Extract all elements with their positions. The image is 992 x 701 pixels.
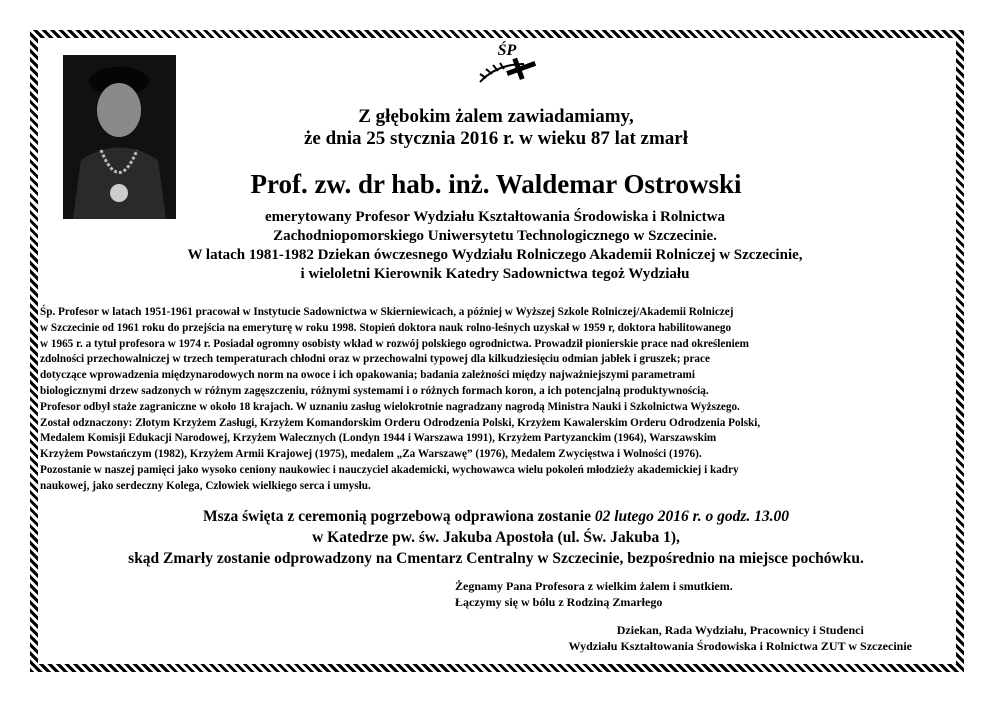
mass-line-3: skąd Zmarły zostanie odprowadzony na Cmentarz Centralny w Szczecinie, bezpośrednio na miejsce pochówku. bbox=[128, 550, 864, 567]
emblem-text: ŚP bbox=[497, 42, 517, 59]
biography-line: Pozostanie w naszej pamięci jako wysoko ceniony naukowiec i nauczyciel akademicki, wychowawca wielu pokoleń młodzieży akademickiej i kadry bbox=[40, 463, 739, 476]
sp-emblem bbox=[472, 42, 542, 88]
funeral-mass-info bbox=[0, 506, 992, 569]
cross-branch-icon bbox=[472, 42, 542, 88]
biography-line: dotyczące wprowadzenia międzynarodowych norm na owoce i ich opakowania; badania zależności między najważniejszymi parametrami bbox=[40, 369, 695, 382]
signature bbox=[569, 622, 912, 654]
header-line-1: Z głębokim żalem zawiadamiamy, bbox=[358, 106, 634, 127]
biography-line: w Szczecinie od 1961 roku do przejścia na emeryturę w roku 1998. Stopień doktora nauk rolno-leśnych uzyskał w 1959 r, doktora habilitowanego bbox=[40, 321, 732, 334]
biography-line: Krzyżem Powstańczym (1982), Krzyżem Armii Krajowej (1975), medalem „Za Warszawę” (1976), Medalem Zwycięstwa i Wolności (1976). bbox=[40, 448, 702, 461]
biography-line: biologicznymi drzew sadzonych w różnym zagęszczeniu, różnymi systemami i o różnych formach koron, a ich potencjalną produktywnością. bbox=[40, 384, 709, 397]
farewell bbox=[455, 578, 733, 610]
mass-line-1 bbox=[0, 506, 992, 527]
description bbox=[70, 208, 920, 284]
mass-prefix: Msza święta z ceremonią pogrzebową odprawiona zostanie bbox=[202, 508, 595, 525]
farewell-line: Łączymy się w bólu z Rodziną Zmarłego bbox=[455, 595, 663, 609]
biography-line: Profesor odbył staże zagraniczne w około 18 krajach. W uznaniu zasług wielokrotnie nagradzany nagrodą Ministra Nauki i Szkolnictwa Wyższego. bbox=[40, 400, 740, 413]
biography-line: naukowej, jako serdeczny Kolega, Człowiek wielkiego serca i umysłu. bbox=[40, 479, 371, 492]
farewell-line: Żegnamy Pana Profesora z wielkim żalem i smutkiem. bbox=[455, 579, 733, 593]
biography-line: Został odznaczony: Złotym Krzyżem Zasługi, Krzyżem Komandorskim Orderu Odrodzenia Polski, Krzyżem Kawalerskim Orderu Odrodzenia Polski, bbox=[40, 416, 761, 429]
signature-line: Wydziału Kształtowania Środowiska i Rolnictwa ZUT w Szczecinie bbox=[568, 639, 912, 653]
biography-line: Śp. Profesor w latach 1951-1961 pracował w Instytucie Sadownictwa w Skierniewicach, a później w Wyższej Szkole Rolniczej/Akademii Rolniczej bbox=[40, 306, 734, 318]
deceased-name: Prof. zw. dr hab. inż. Waldemar Ostrowski bbox=[250, 169, 742, 199]
description-line: Zachodniopomorskiego Uniwersytetu Technologicznego w Szczecinie. bbox=[273, 228, 717, 244]
mass-line-2: w Katedrze pw. św. Jakuba Apostoła (ul. Św. Jakuba 1), bbox=[312, 529, 680, 546]
signature-line: Dziekan, Rada Wydziału, Pracownicy i Studenci bbox=[616, 623, 864, 637]
description-line: i wieloletni Kierownik Katedry Sadownictwa tegoż Wydziału bbox=[300, 266, 690, 282]
mass-date: 02 lutego 2016 r. o godz. 13.00 bbox=[594, 508, 790, 525]
description-line: W latach 1981-1982 Dziekan ówczesnego Wydziału Rolniczego Akademii Rolniczej w Szczecinie, bbox=[187, 247, 803, 263]
biography-line: w 1965 r. a tytuł profesora w 1974 r. Posiadał ogromny osobisty wkład w rozwój polskiego ogrodnictwa. Prowadził pionierskie prace nad określeniem bbox=[40, 337, 749, 350]
biography bbox=[40, 305, 958, 495]
header-line-2: że dnia 25 stycznia 2016 r. w wieku 87 lat zmarł bbox=[303, 128, 689, 149]
description-line: emerytowany Profesor Wydziału Kształtowania Środowiska i Rolnictwa bbox=[265, 209, 725, 225]
biography-line: zdolności przechowalniczej w trzech temperaturach chłodni oraz w przechowalni typowej dla kilkudziesięciu odmian jabłek i gruszek; prace bbox=[40, 353, 710, 366]
biography-line: Medalem Komisji Edukacji Narodowej, Krzyżem Walecznych (Londyn 1944 i Warszawa 1991), Krzyżem Partyzanckim (1964), Warszawskim bbox=[40, 432, 717, 445]
